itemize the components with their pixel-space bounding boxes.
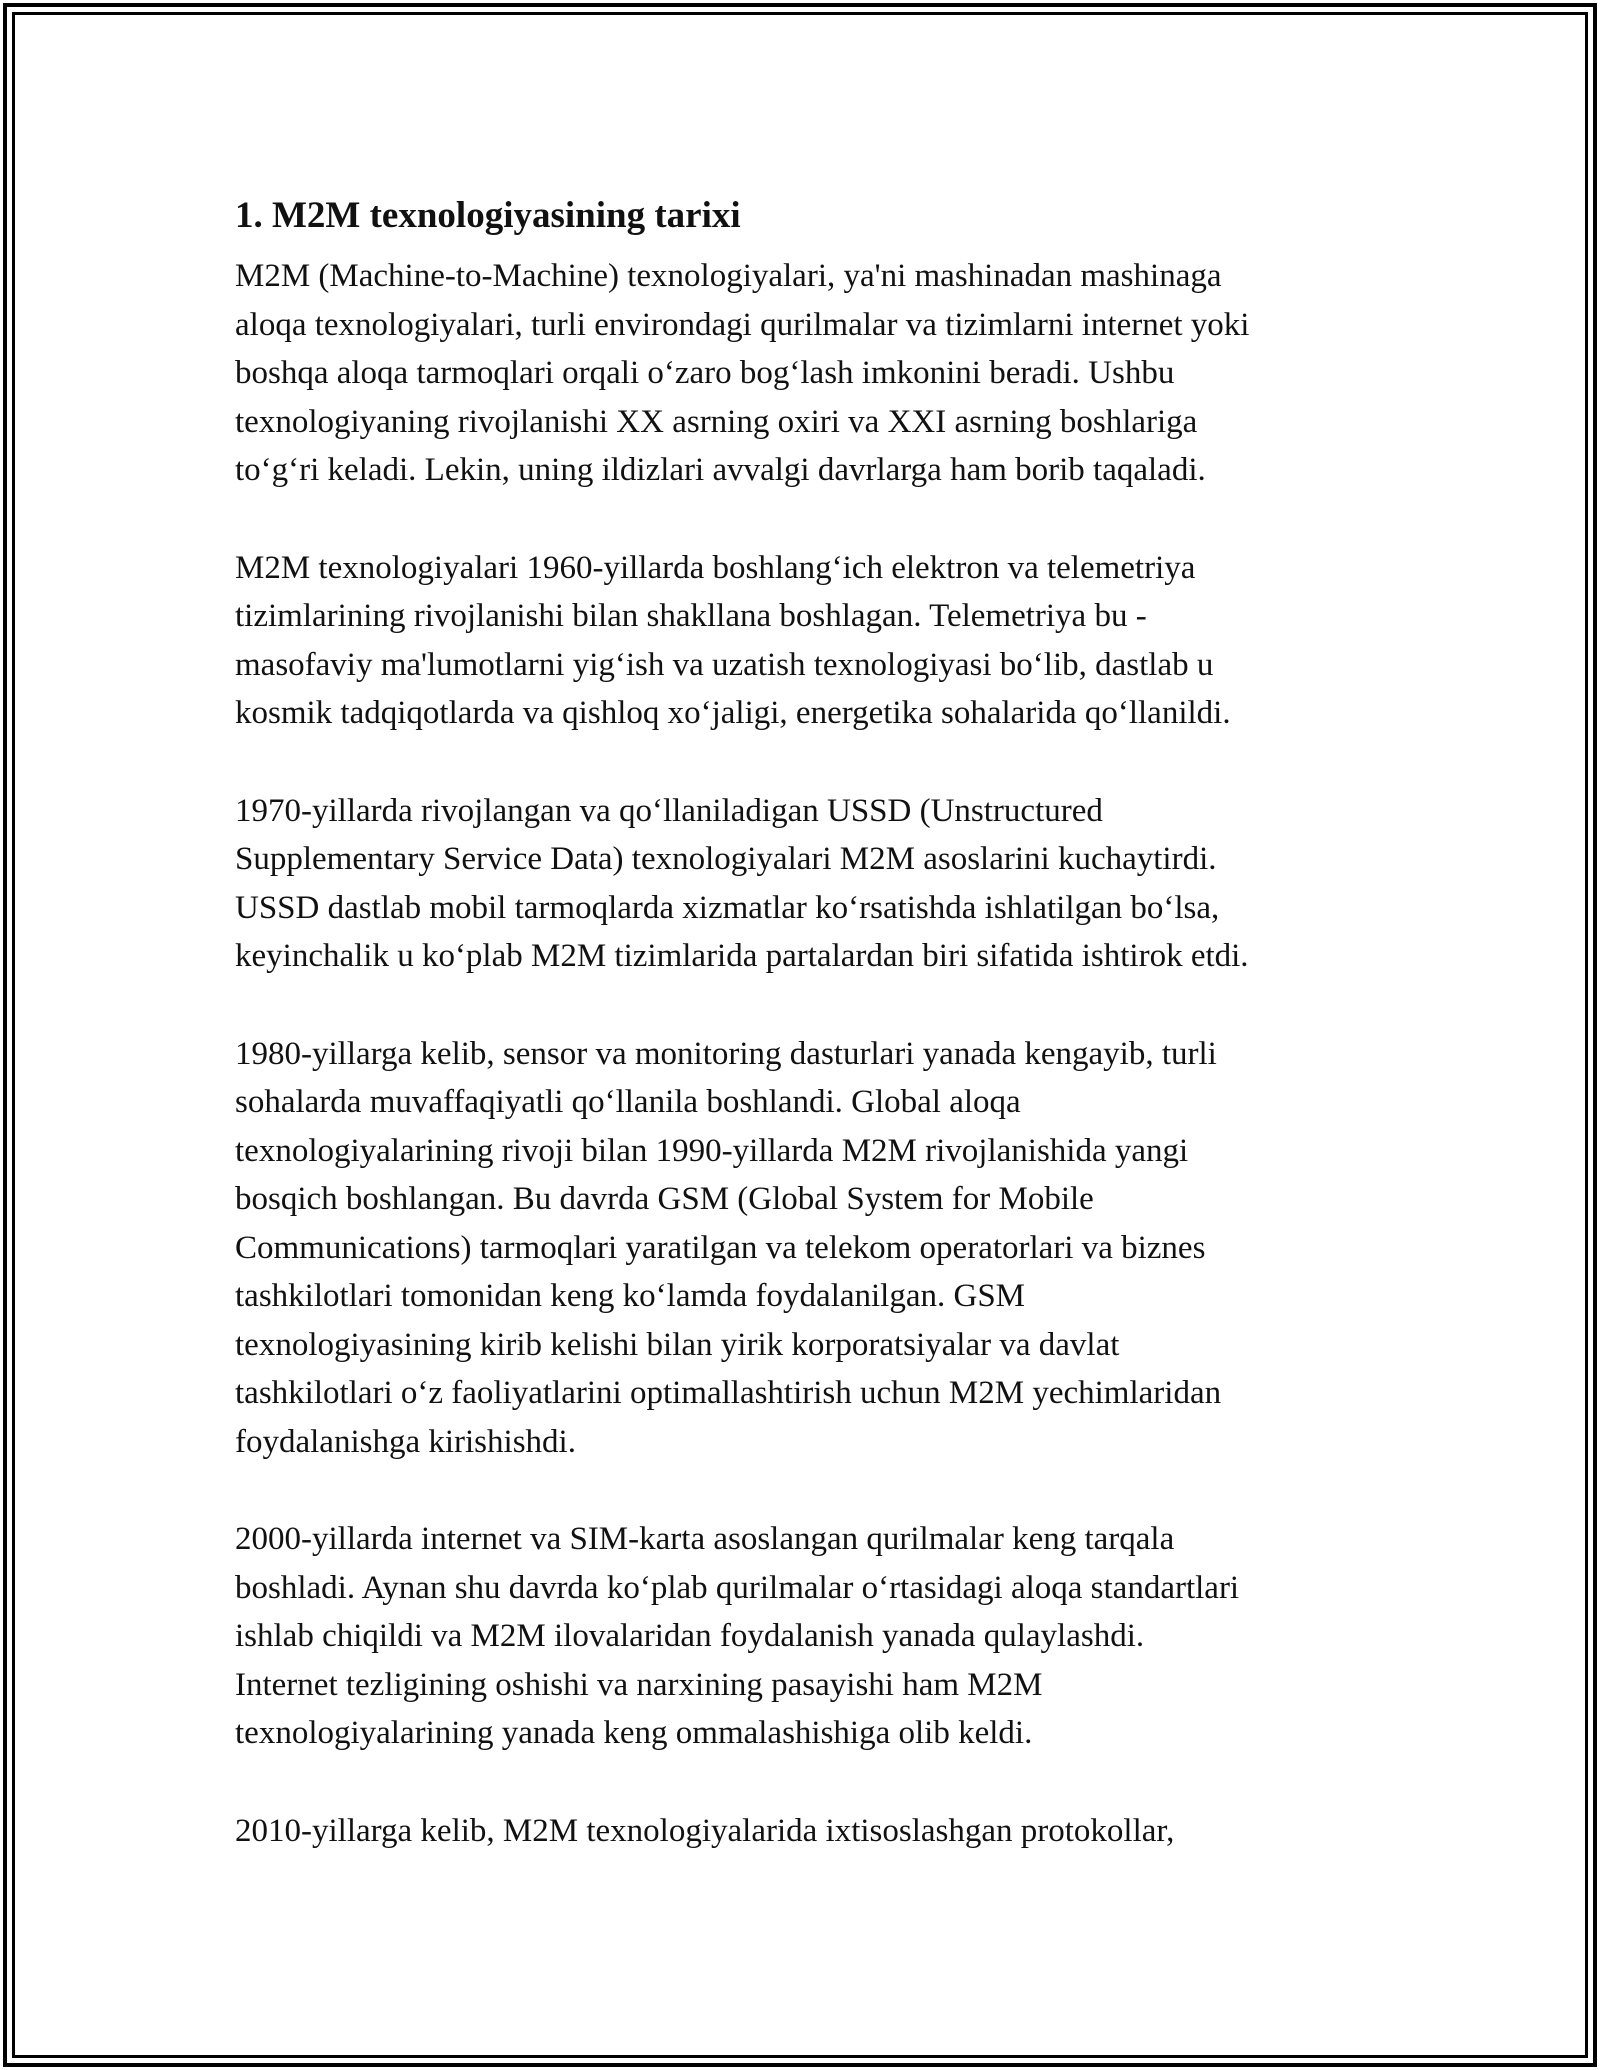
text-line: 1970-yillarda rivojlangan va qo‘llaniladigan USSD (Unstructured [235, 792, 1103, 829]
text-line: Communications) tarmoqlari yaratilgan va telekom operatorlari va biznes [235, 1229, 1206, 1266]
text-line: 2000-yillarda internet va SIM-karta asoslangan qurilmalar keng tarqala [235, 1521, 1175, 1557]
text-line: masofaviy ma'lumotlarni yig‘ish va uzatish texnologiyasi bo‘lib, dastlab u [235, 646, 1214, 683]
paragraph [235, 1515, 1365, 1758]
text-line: kosmik tadqiqotlarda va qishloq xo‘jaligi, energetika sohalarida qo‘llanildi. [235, 695, 1231, 731]
paragraph-list [235, 252, 1365, 1855]
paragraph [235, 252, 1365, 495]
text-line: Supplementary Service Data) texnologiyalari M2M asoslarini kuchaytirdi. [235, 841, 1217, 877]
text-line: tashkilotlari tomonidan keng ko‘lamda foydalanilgan. GSM [235, 1278, 1026, 1314]
text-line: tizimlarining rivojlanishi bilan shakllana boshlagan. Telemetriya bu - [235, 598, 1147, 634]
text-line: foydalanishga kirishishdi. [235, 1423, 576, 1460]
text-line: texnologiyaning rivojlanishi XX asrning oxiri va XXI asrning boshlariga [235, 403, 1198, 440]
text-line: ishlab chiqildi va M2M ilovalaridan foydalanish yanada qulaylashdi. [235, 1618, 1145, 1654]
paragraph [235, 1807, 1365, 1856]
text-line: tashkilotlari o‘z faoliyatlarini optimallashtirish uchun M2M yechimlaridan [235, 1375, 1222, 1411]
paragraph [235, 544, 1365, 738]
section-heading: 1. M2M texnologiyasining tarixi [235, 195, 741, 236]
text-line: 2010-yillarga kelib, M2M texnologiyalarida ixtisoslashgan protokollar, [235, 1812, 1175, 1849]
text-line: sohalarda muvaffaqiyatli qo‘llanila boshlandi. Global aloqa [235, 1084, 1021, 1120]
text-line: texnologiyalarining yanada keng ommalashishiga olib keldi. [235, 1715, 1033, 1751]
text-line: boshladi. Aynan shu davrda ko‘plab qurilmalar o‘rtasidagi aloqa standartlari [235, 1569, 1240, 1606]
document-body [235, 184, 1365, 1904]
text-line: bosqich boshlangan. Bu davrda GSM (Global System for Mobile [235, 1181, 1094, 1217]
paragraph [235, 1030, 1365, 1467]
text-line: texnologiyasining kirib kelishi bilan yirik korporatsiyalar va davlat [235, 1326, 1120, 1363]
text-line: Internet tezligining oshishi va narxining pasayishi ham M2M [235, 1666, 1043, 1703]
text-line: M2M texnologiyalari 1960-yillarda boshlang‘ich elektron va telemetriya [235, 549, 1196, 586]
text-line: texnologiyalarining rivoji bilan 1990-yillarda M2M rivojlanishida yangi [235, 1132, 1189, 1169]
text-line: 1980-yillarga kelib, sensor va monitoring dasturlari yanada kengayib, turli [235, 1035, 1217, 1072]
text-line: boshqa aloqa tarmoqlari orqali o‘zaro bog‘lash imkonini beradi. Ushbu [235, 355, 1175, 391]
text-line: keyinchalik u ko‘plab M2M tizimlarida partalardan biri sifatida ishtirok etdi. [235, 938, 1249, 974]
paragraph [235, 787, 1365, 981]
text-line: to‘g‘ri keladi. Lekin, uning ildizlari avvalgi davrlarga ham borib taqaladi. [235, 452, 1206, 488]
text-line: aloqa texnologiyalari, turli environdagi qurilmalar va tizimlarni internet yoki [235, 306, 1250, 343]
text-line: USSD dastlab mobil tarmoqlarda xizmatlar ko‘rsatishda ishlatilgan bo‘lsa, [235, 889, 1220, 926]
text-line: M2M (Machine-to-Machine) texnologiyalari, ya'ni mashinadan mashinaga [235, 258, 1222, 294]
